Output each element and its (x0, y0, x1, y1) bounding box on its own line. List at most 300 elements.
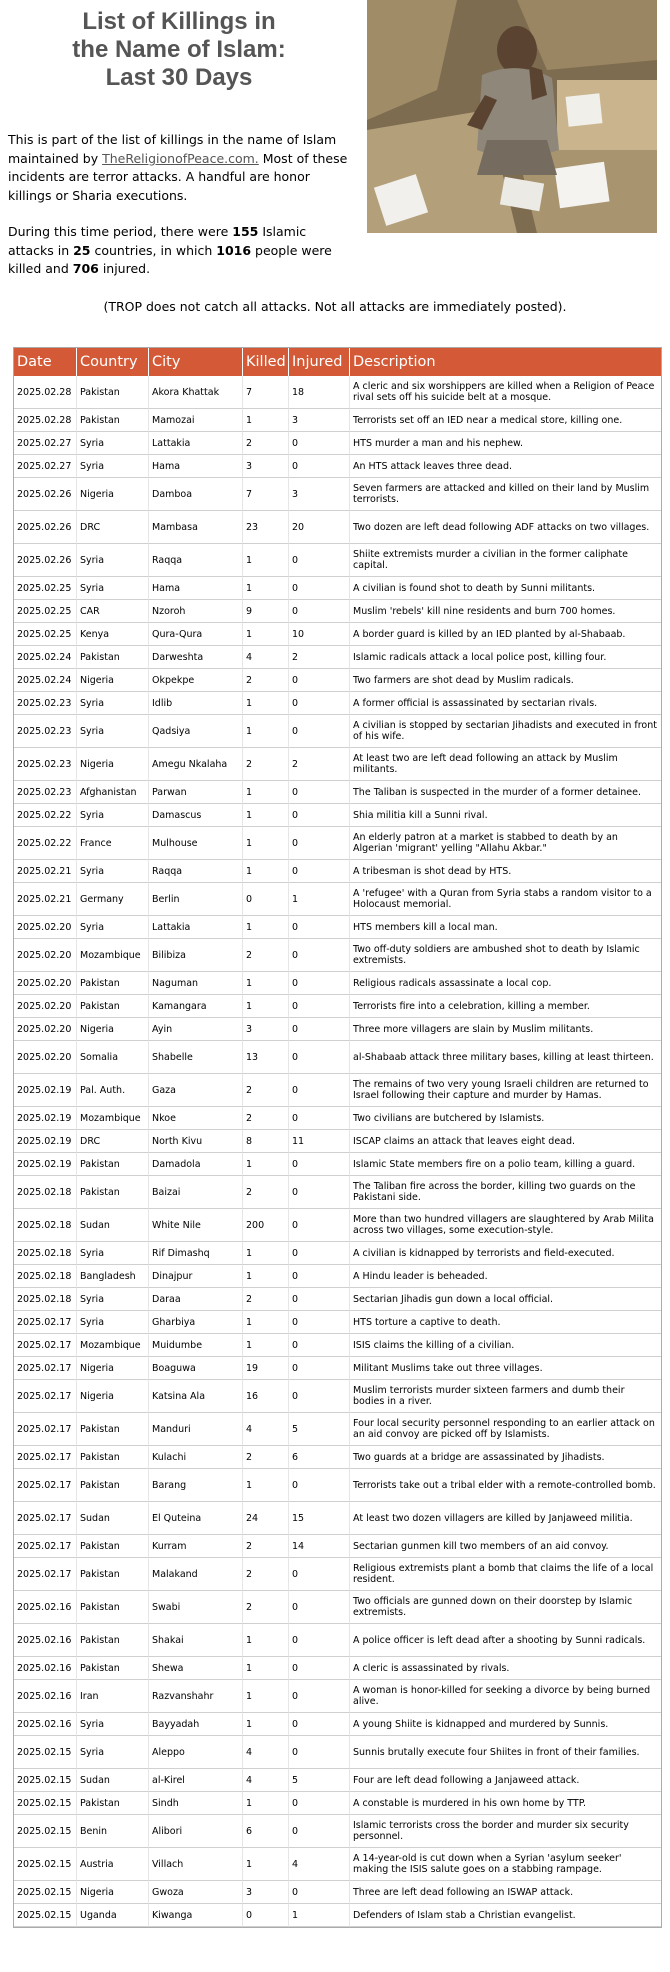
injured-count: 706 (72, 261, 99, 277)
cell-injured: 0 (289, 1815, 350, 1848)
cell-date: 2025.02.15 (14, 1848, 77, 1881)
photo-illustration (367, 0, 657, 233)
cell-injured: 0 (289, 827, 350, 860)
intro-text: Most of these incidents are terror attacks. A handful are honor killings or Sharia executions. (8, 150, 348, 204)
cell-killed: 2 (243, 1107, 289, 1130)
cell-date: 2025.02.24 (14, 669, 77, 692)
cell-description: A Hindu leader is beheaded. (350, 1265, 661, 1288)
cell-killed: 1 (243, 1311, 289, 1334)
cell-killed: 2 (243, 1446, 289, 1469)
cell-description: At least two are left dead following an attack by Muslim militants. (350, 748, 661, 781)
title-line: List of Killings in (82, 8, 276, 35)
cell-date: 2025.02.23 (14, 781, 77, 804)
stats-text: injured. (98, 261, 151, 277)
cell-killed: 6 (243, 1815, 289, 1848)
attack-count: 155 (232, 224, 259, 239)
cell-date: 2025.02.19 (14, 1107, 77, 1130)
cell-country: Nigeria (77, 478, 149, 511)
table-row (14, 692, 661, 715)
cell-date: 2025.02.26 (14, 478, 77, 511)
cell-date: 2025.02.17 (14, 1380, 77, 1413)
cell-description: Three are left dead following an ISWAP attack. (350, 1881, 661, 1904)
cell-country: Syria (77, 804, 149, 827)
cell-city: Mambasa (149, 511, 243, 544)
table-row (14, 1288, 661, 1311)
table-row (14, 1242, 661, 1265)
cell-date: 2025.02.17 (14, 1446, 77, 1469)
cell-description: At least two dozen villagers are killed by Janjaweed militia. (350, 1502, 661, 1535)
cell-injured: 0 (289, 1680, 350, 1713)
cell-country: Syria (77, 1311, 149, 1334)
cell-country: Kenya (77, 623, 149, 646)
column-header-description: Description (350, 348, 661, 376)
cell-date: 2025.02.23 (14, 692, 77, 715)
cell-date: 2025.02.18 (14, 1265, 77, 1288)
cell-injured: 1 (289, 1904, 350, 1927)
table-row (14, 1904, 661, 1927)
cell-injured: 0 (289, 1591, 350, 1624)
cell-killed: 1 (243, 692, 289, 715)
cell-city: Rif Dimashq (149, 1242, 243, 1265)
table-row (14, 1413, 661, 1446)
cell-killed: 1 (243, 623, 289, 646)
cell-city: Lattakia (149, 432, 243, 455)
cell-killed: 1 (243, 1153, 289, 1176)
table-row (14, 1357, 661, 1380)
cell-city: Aleppo (149, 1736, 243, 1769)
cell-killed: 1 (243, 827, 289, 860)
cell-injured: 14 (289, 1535, 350, 1558)
table-row (14, 883, 661, 916)
table-row (14, 715, 661, 748)
cell-injured: 2 (289, 646, 350, 669)
cell-date: 2025.02.18 (14, 1176, 77, 1209)
cell-killed: 2 (243, 669, 289, 692)
cell-description: A civilian is kidnapped by terrorists and field-executed. (350, 1242, 661, 1265)
cell-injured: 3 (289, 478, 350, 511)
cell-date: 2025.02.17 (14, 1334, 77, 1357)
cell-injured: 0 (289, 1311, 350, 1334)
table-row (14, 1107, 661, 1130)
cell-killed: 1 (243, 1469, 289, 1502)
cell-injured: 0 (289, 995, 350, 1018)
cell-killed: 3 (243, 455, 289, 478)
table-row (14, 669, 661, 692)
cell-killed: 1 (243, 1713, 289, 1736)
cell-country: Iran (77, 1680, 149, 1713)
cell-description: Religious radicals assassinate a local cop. (350, 972, 661, 995)
cell-country: Pakistan (77, 646, 149, 669)
column-header-killed: Killed (243, 348, 289, 376)
cell-country: Syria (77, 916, 149, 939)
cell-date: 2025.02.15 (14, 1736, 77, 1769)
cell-country: Mozambique (77, 1107, 149, 1130)
cell-date: 2025.02.22 (14, 804, 77, 827)
cell-description: Militant Muslims take out three villages. (350, 1357, 661, 1380)
cell-injured: 0 (289, 1265, 350, 1288)
cell-injured: 0 (289, 1469, 350, 1502)
column-header-date: Date (14, 348, 77, 376)
cell-city: Raqqa (149, 544, 243, 577)
cell-country: Pakistan (77, 1176, 149, 1209)
cell-injured: 0 (289, 600, 350, 623)
cell-description: An HTS attack leaves three dead. (350, 455, 661, 478)
cell-city: Kurram (149, 1535, 243, 1558)
cell-date: 2025.02.27 (14, 455, 77, 478)
cell-city: Dinajpur (149, 1265, 243, 1288)
cell-city: Shewa (149, 1657, 243, 1680)
cell-city: Damboa (149, 478, 243, 511)
cell-description: Sectarian Jihadis gun down a local official. (350, 1288, 661, 1311)
cell-date: 2025.02.15 (14, 1881, 77, 1904)
table-row (14, 1815, 661, 1848)
table-row (14, 1713, 661, 1736)
cell-description: A civilian is found shot to death by Sunni militants. (350, 577, 661, 600)
table-row (14, 804, 661, 827)
cell-country: Mozambique (77, 939, 149, 972)
table-row (14, 1558, 661, 1591)
stats-text: During this time period, there were (8, 224, 233, 239)
cell-description: A woman is honor-killed for seeking a divorce by being burned alive. (350, 1680, 661, 1713)
cell-killed: 7 (243, 376, 289, 409)
table-row (14, 544, 661, 577)
cell-city: Mamozai (149, 409, 243, 432)
cell-city: Darweshta (149, 646, 243, 669)
cell-city: El Quteina (149, 1502, 243, 1535)
cell-description: Shia militia kill a Sunni rival. (350, 804, 661, 827)
cell-description: HTS murder a man and his nephew. (350, 432, 661, 455)
table-row (14, 1624, 661, 1657)
cell-description: A constable is murdered in his own home by TTP. (350, 1792, 661, 1815)
column-header-city: City (149, 348, 243, 376)
cell-injured: 6 (289, 1446, 350, 1469)
table-row (14, 1311, 661, 1334)
cell-killed: 2 (243, 1288, 289, 1311)
cell-city: Akora Khattak (149, 376, 243, 409)
cell-date: 2025.02.21 (14, 883, 77, 916)
table-row (14, 781, 661, 804)
cell-date: 2025.02.22 (14, 827, 77, 860)
cell-injured: 0 (289, 669, 350, 692)
cell-city: Nzoroh (149, 600, 243, 623)
cell-city: Gaza (149, 1074, 243, 1107)
cell-city: Raqqa (149, 860, 243, 883)
cell-killed: 2 (243, 748, 289, 781)
cell-killed: 0 (243, 883, 289, 916)
cell-injured: 0 (289, 577, 350, 600)
cell-killed: 4 (243, 1736, 289, 1769)
intro-paragraph (8, 131, 348, 206)
cell-date: 2025.02.20 (14, 939, 77, 972)
cell-city: Shabelle (149, 1041, 243, 1074)
cell-city: Bilibiza (149, 939, 243, 972)
cell-city: Amegu Nkalaha (149, 748, 243, 781)
cell-country: Pakistan (77, 995, 149, 1018)
cell-city: al-Kirel (149, 1769, 243, 1792)
cell-injured: 0 (289, 1881, 350, 1904)
title-line: the Name of Islam: (72, 36, 286, 63)
cell-injured: 0 (289, 1242, 350, 1265)
table-header-row (14, 348, 661, 376)
cell-date: 2025.02.15 (14, 1792, 77, 1815)
cell-country: Pakistan (77, 972, 149, 995)
country-count: 25 (73, 242, 91, 258)
cell-description: A civilian is stopped by sectarian Jihadists and executed in front of his wife. (350, 715, 661, 748)
column-header-injured: Injured (289, 348, 350, 376)
cell-description: Two civilians are butchered by Islamists. (350, 1107, 661, 1130)
cell-country: Syria (77, 860, 149, 883)
table-row (14, 1469, 661, 1502)
cell-injured: 0 (289, 432, 350, 455)
cell-killed: 0 (243, 1904, 289, 1927)
cell-date: 2025.02.25 (14, 577, 77, 600)
cell-city: Hama (149, 577, 243, 600)
cell-country: Nigeria (77, 1881, 149, 1904)
cell-date: 2025.02.15 (14, 1815, 77, 1848)
table-row (14, 623, 661, 646)
cell-killed: 4 (243, 1769, 289, 1792)
cell-city: Lattakia (149, 916, 243, 939)
cell-injured: 0 (289, 715, 350, 748)
cell-injured: 0 (289, 1107, 350, 1130)
table-row (14, 1591, 661, 1624)
cell-injured: 0 (289, 1558, 350, 1591)
cell-description: The Taliban fire across the border, killing two guards on the Pakistani side. (350, 1176, 661, 1209)
cell-killed: 1 (243, 972, 289, 995)
cell-country: Syria (77, 544, 149, 577)
cell-city: Razvanshahr (149, 1680, 243, 1713)
cell-date: 2025.02.28 (14, 409, 77, 432)
cell-date: 2025.02.24 (14, 646, 77, 669)
cell-date: 2025.02.18 (14, 1288, 77, 1311)
table-row (14, 1265, 661, 1288)
cell-city: Sindh (149, 1792, 243, 1815)
cell-killed: 1 (243, 409, 289, 432)
cell-description: An elderly patron at a market is stabbed to death by an Algerian 'migrant' yelling "Allahu Akbar." (350, 827, 661, 860)
cell-city: Damascus (149, 804, 243, 827)
table-row (14, 432, 661, 455)
cell-killed: 2 (243, 1074, 289, 1107)
cell-killed: 1 (243, 1792, 289, 1815)
table-row (14, 1130, 661, 1153)
table-row (14, 1074, 661, 1107)
table-row (14, 1041, 661, 1074)
cell-description: A young Shiite is kidnapped and murdered by Sunnis. (350, 1713, 661, 1736)
cell-city: North Kivu (149, 1130, 243, 1153)
cell-city: Kulachi (149, 1446, 243, 1469)
cell-country: France (77, 827, 149, 860)
cell-killed: 2 (243, 1558, 289, 1591)
cell-country: Pakistan (77, 1446, 149, 1469)
table-row (14, 748, 661, 781)
cell-description: Two farmers are shot dead by Muslim radicals. (350, 669, 661, 692)
cell-date: 2025.02.16 (14, 1657, 77, 1680)
stats-text: people were killed and (8, 242, 332, 277)
cell-description: Shiite extremists murder a civilian in the former caliphate capital. (350, 544, 661, 577)
cell-date: 2025.02.23 (14, 715, 77, 748)
cell-description: HTS members kill a local man. (350, 916, 661, 939)
cell-city: Manduri (149, 1413, 243, 1446)
cell-country: Pakistan (77, 1624, 149, 1657)
cell-city: Idlib (149, 692, 243, 715)
cell-date: 2025.02.17 (14, 1357, 77, 1380)
cell-country: Pakistan (77, 1469, 149, 1502)
cell-killed: 1 (243, 1624, 289, 1657)
cell-injured: 0 (289, 1018, 350, 1041)
cell-killed: 9 (243, 600, 289, 623)
cell-country: DRC (77, 1130, 149, 1153)
cell-injured: 0 (289, 939, 350, 972)
cell-killed: 1 (243, 916, 289, 939)
cell-killed: 1 (243, 804, 289, 827)
cell-injured: 18 (289, 376, 350, 409)
cell-date: 2025.02.16 (14, 1713, 77, 1736)
cell-injured: 2 (289, 748, 350, 781)
cell-killed: 2 (243, 1176, 289, 1209)
cell-killed: 1 (243, 1265, 289, 1288)
cell-country: Syria (77, 577, 149, 600)
cell-killed: 1 (243, 544, 289, 577)
cell-killed: 3 (243, 1018, 289, 1041)
cell-city: Baizai (149, 1176, 243, 1209)
cell-description: Terrorists take out a tribal elder with a remote-controlled bomb. (350, 1469, 661, 1502)
cell-injured: 0 (289, 781, 350, 804)
cell-description: Sunnis brutally execute four Shiites in front of their families. (350, 1736, 661, 1769)
cell-injured: 0 (289, 1209, 350, 1242)
cell-killed: 24 (243, 1502, 289, 1535)
cell-city: Okpekpe (149, 669, 243, 692)
cell-killed: 4 (243, 646, 289, 669)
cell-killed: 3 (243, 1881, 289, 1904)
cell-description: al-Shabaab attack three military bases, killing at least thirteen. (350, 1041, 661, 1074)
table-row (14, 916, 661, 939)
cell-country: Sudan (77, 1209, 149, 1242)
cell-city: Hama (149, 455, 243, 478)
cell-injured: 0 (289, 1176, 350, 1209)
cell-killed: 2 (243, 939, 289, 972)
cell-killed: 2 (243, 1535, 289, 1558)
cell-description: A former official is assassinated by sectarian rivals. (350, 692, 661, 715)
title-line: Last 30 Days (105, 64, 253, 91)
cell-description: Two guards at a bridge are assassinated by Jihadists. (350, 1446, 661, 1469)
cell-killed: 2 (243, 1591, 289, 1624)
cell-country: Syria (77, 432, 149, 455)
page-title (20, 8, 338, 92)
cell-date: 2025.02.20 (14, 995, 77, 1018)
cell-killed: 8 (243, 1130, 289, 1153)
trop-link[interactable]: TheReligionofPeace.com. (102, 150, 259, 166)
cell-description: ISCAP claims an attack that leaves eight dead. (350, 1130, 661, 1153)
table-row (14, 939, 661, 972)
table-row (14, 1769, 661, 1792)
killings-table-container (13, 347, 662, 1928)
cell-killed: 23 (243, 511, 289, 544)
cell-date: 2025.02.15 (14, 1769, 77, 1792)
cell-date: 2025.02.20 (14, 972, 77, 995)
cell-city: Mulhouse (149, 827, 243, 860)
cell-description: Islamic terrorists cross the border and murder six security personnel. (350, 1815, 661, 1848)
cell-injured: 5 (289, 1413, 350, 1446)
cell-injured: 20 (289, 511, 350, 544)
cell-city: Boaguwa (149, 1357, 243, 1380)
cell-description: Four are left dead following a Janjaweed attack. (350, 1769, 661, 1792)
table-row (14, 1680, 661, 1713)
cell-date: 2025.02.17 (14, 1535, 77, 1558)
cell-country: Pakistan (77, 1591, 149, 1624)
mourner-coffins-photo (367, 0, 657, 233)
cell-killed: 4 (243, 1413, 289, 1446)
cell-description: More than two hundred villagers are slaughtered by Arab Milita across two villages, some execution-style. (350, 1209, 661, 1242)
cell-injured: 0 (289, 1624, 350, 1657)
cell-date: 2025.02.16 (14, 1591, 77, 1624)
table-row (14, 995, 661, 1018)
table-row (14, 1736, 661, 1769)
cell-description: Four local security personnel responding to an earlier attack on an aid convoy are picked off by Islamists. (350, 1413, 661, 1446)
cell-date: 2025.02.17 (14, 1311, 77, 1334)
cell-injured: 0 (289, 1357, 350, 1380)
cell-city: Katsina Ala (149, 1380, 243, 1413)
cell-country: Sudan (77, 1502, 149, 1535)
table-row (14, 455, 661, 478)
cell-description: Sectarian gunmen kill two members of an aid convoy. (350, 1535, 661, 1558)
cell-injured: 0 (289, 1153, 350, 1176)
cell-injured: 0 (289, 1657, 350, 1680)
cell-injured: 0 (289, 1792, 350, 1815)
table-row (14, 827, 661, 860)
table-row (14, 1334, 661, 1357)
cell-date: 2025.02.19 (14, 1130, 77, 1153)
cell-date: 2025.02.19 (14, 1153, 77, 1176)
cell-date: 2025.02.20 (14, 916, 77, 939)
table-row (14, 1176, 661, 1209)
killings-table (13, 347, 662, 1928)
cell-country: Nigeria (77, 669, 149, 692)
cell-injured: 3 (289, 409, 350, 432)
cell-injured: 0 (289, 1334, 350, 1357)
cell-city: Villach (149, 1848, 243, 1881)
cell-killed: 1 (243, 1334, 289, 1357)
cell-country: Syria (77, 1736, 149, 1769)
cell-injured: 0 (289, 1074, 350, 1107)
cell-killed: 1 (243, 715, 289, 748)
cell-killed: 200 (243, 1209, 289, 1242)
table-body (14, 376, 661, 1927)
cell-killed: 1 (243, 1680, 289, 1713)
cell-country: Pakistan (77, 1535, 149, 1558)
cell-city: Berlin (149, 883, 243, 916)
cell-description: Islamic State members fire on a polio team, killing a guard. (350, 1153, 661, 1176)
cell-country: Syria (77, 715, 149, 748)
cell-killed: 19 (243, 1357, 289, 1380)
cell-city: Swabi (149, 1591, 243, 1624)
stats-text: countries, in which (90, 242, 217, 258)
cell-country: Pakistan (77, 1558, 149, 1591)
cell-country: Benin (77, 1815, 149, 1848)
cell-city: Kamangara (149, 995, 243, 1018)
cell-date: 2025.02.28 (14, 376, 77, 409)
table-row (14, 1502, 661, 1535)
killed-count: 1016 (216, 242, 252, 258)
cell-country: CAR (77, 600, 149, 623)
cell-description: Two off-duty soldiers are ambushed shot to death by Islamic extremists. (350, 939, 661, 972)
cell-country: Nigeria (77, 1380, 149, 1413)
cell-date: 2025.02.19 (14, 1074, 77, 1107)
cell-city: Parwan (149, 781, 243, 804)
cell-city: Qadsiya (149, 715, 243, 748)
table-row (14, 511, 661, 544)
cell-injured: 0 (289, 916, 350, 939)
stats-paragraph (8, 223, 348, 279)
